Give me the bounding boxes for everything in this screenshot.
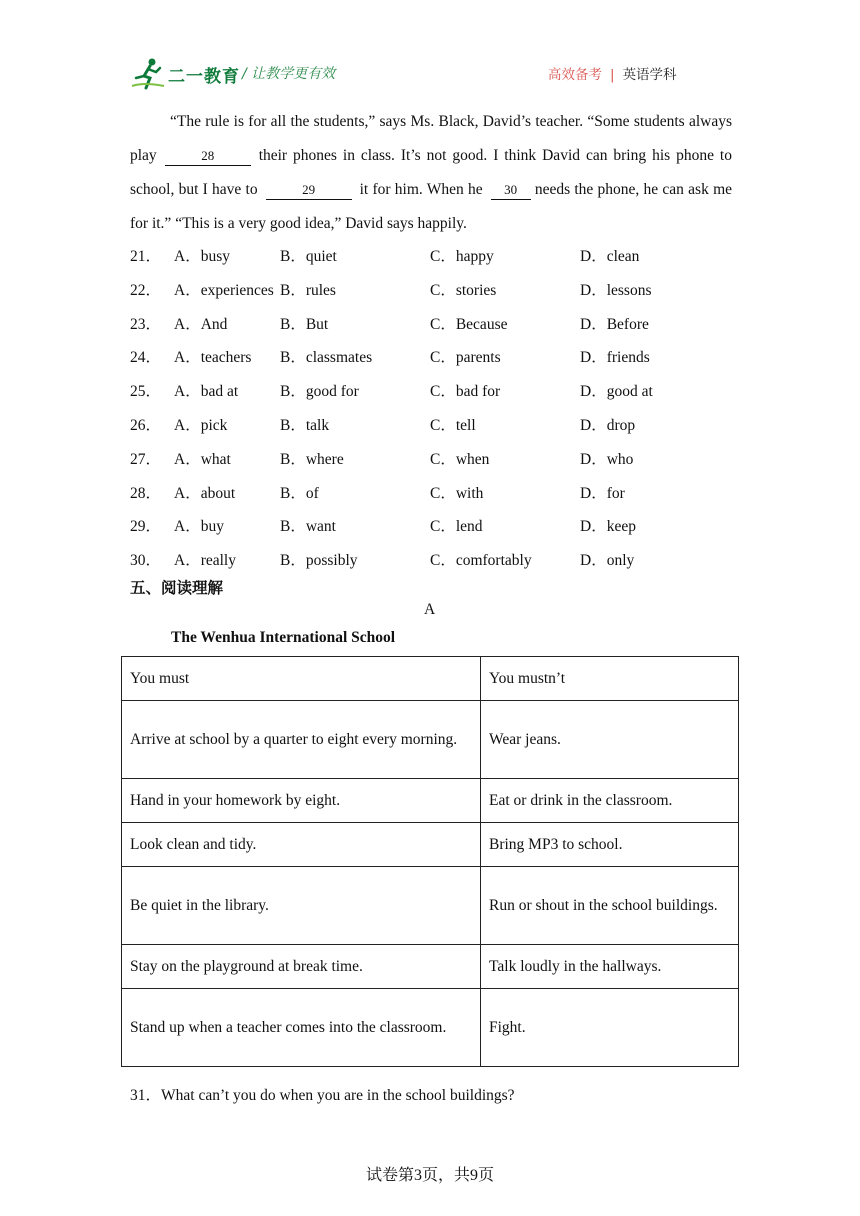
option-c: C．tell [430,416,476,434]
question-row [130,510,750,544]
option-c: C．with [430,484,484,502]
option-a: A．pick [174,416,228,434]
option-b: B．where [280,450,344,468]
table-header-row [122,657,739,701]
table-row [122,701,739,779]
question-row [130,375,750,409]
option-a: A．experiences [174,281,274,299]
logo [130,56,360,92]
table-header-must: You must [122,657,481,701]
passage-text-3: it for him. When he [359,181,483,198]
option-b: B．possibly [280,552,358,570]
question-number: 26． [130,416,162,434]
answer-options [130,240,750,578]
section-title: 五、阅读理解 [130,579,224,597]
question-number: 23． [130,315,162,333]
question-row [130,308,750,342]
table-cell-mustnt: Bring MP3 to school. [481,823,739,867]
page-footer: 试卷第3页，共9页 [365,1167,494,1184]
option-b: B．But [280,315,329,333]
option-c: C．lend [430,518,483,536]
table-cell-mustnt: Fight. [481,989,739,1067]
option-c: C．when [430,450,490,468]
option-c: C．comfortably [430,552,532,570]
question-row [130,341,750,375]
table-cell-must: Arrive at school by a quarter to eight every morning. [122,701,481,779]
question-number: 25． [130,383,162,401]
option-b: B．rules [280,281,336,299]
question-number: 27． [130,450,162,468]
passage-text-4: needs the phone, he can ask me for it.” “This is a very good idea,” David says happily. [130,181,732,232]
option-c: C．parents [430,349,501,367]
option-b: B．good for [280,383,359,401]
option-c: C．happy [430,248,494,265]
table-cell-must: Hand in your homework by eight. [122,779,481,823]
question-number: 22． [130,281,162,299]
table-row [122,989,739,1067]
table-cell-mustnt: Run or shout in the school buildings. [481,867,739,945]
table-cell-mustnt: Eat or drink in the classroom. [481,779,739,823]
runner-logo-icon [130,56,166,92]
passage-text-2: their phones in class. It’s not good. I think David can bring his phone to school, but I have to [130,147,732,198]
question-number: 30． [130,552,162,570]
cloze-passage-end [130,105,732,241]
blank-28: 28 [165,147,251,166]
table-header-mustnt: You mustn’t [481,657,739,701]
option-d: D．only [580,552,635,570]
question-number: 24． [130,349,162,367]
header-subject [548,63,677,83]
passage-label: A [424,601,436,618]
table-row [122,779,739,823]
option-d: D．Before [580,315,649,333]
question-row [130,477,750,511]
blank-30: 30 [491,181,531,200]
option-d: D．good at [580,383,653,401]
table-cell-must: Look clean and tidy. [122,823,481,867]
option-c: C．bad for [430,383,501,401]
option-b: B．of [280,484,319,502]
question-row [130,544,750,578]
option-d: D．for [580,484,625,502]
question-row [130,409,750,443]
logo-text: 二一教育 [168,67,240,87]
header-separator: | [610,67,615,83]
question-row [130,274,750,308]
option-c: C．Because [430,315,508,333]
blank-29: 29 [266,181,352,200]
option-b: B．classmates [280,349,373,367]
option-a: A．buy [174,518,224,536]
option-c: C．stories [430,281,497,299]
option-b: B．quiet [280,248,337,265]
option-d: D．keep [580,518,636,536]
option-d: D．clean [580,248,640,265]
table-row [122,823,739,867]
table-row [122,945,739,989]
table-cell-must: Stay on the playground at break time. [122,945,481,989]
option-a: A．what [174,450,231,468]
question-row [130,240,750,274]
option-d: D．drop [580,416,636,434]
school-rules-table [121,656,739,1067]
table-cell-mustnt: Wear jeans. [481,701,739,779]
passage-text-1: “The rule is for all the students,” says Ms. Black, David’s teacher. “Some students always play [130,113,732,164]
option-b: B．want [280,518,336,536]
question-number: 29． [130,518,162,536]
question-31: 31．What can’t you do when you are in the school buildings? [130,1087,515,1104]
question-number: 21． [130,248,162,265]
option-a: A．teachers [174,349,252,367]
table-cell-must: Stand up when a teacher comes into the classroom. [122,989,481,1067]
question-number: 28． [130,484,162,502]
table-title: The Wenhua International School [171,629,396,646]
option-a: A．really [174,552,236,570]
table-cell-mustnt: Talk loudly in the hallways. [481,945,739,989]
option-a: A．bad at [174,383,239,401]
page-header [0,0,860,100]
header-tag-subject: 英语学科 [622,67,677,83]
option-a: A．And [174,315,228,333]
header-tag-prep: 高效备考 [548,67,602,83]
option-d: D．lessons [580,281,652,299]
option-a: A．about [174,484,236,502]
option-d: D．friends [580,349,650,367]
table-row [122,867,739,945]
option-b: B．talk [280,416,330,434]
question-row [130,443,750,477]
logo-slogan: / 让教学更有效 [242,66,336,82]
option-d: D．who [580,450,634,468]
table-cell-must: Be quiet in the library. [122,867,481,945]
option-a: A．busy [174,248,230,265]
